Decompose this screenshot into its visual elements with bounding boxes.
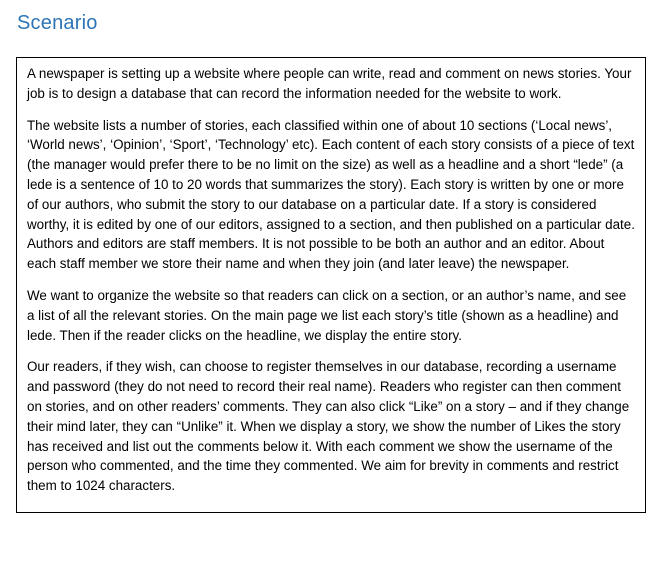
paragraph-intro: A newspaper is setting up a website where people can write, read and comment on news stories. Your job is to design a database that can record the information needed for the website to work. — [27, 66, 632, 101]
scenario-box — [16, 57, 646, 513]
paragraph-stories: The website lists a number of stories, each classified within one of about 10 sections (‘Local news’, ‘World news’, ‘Opinion’, ‘Sport’, ‘Technology’ etc). Each content of each story consists of a piece of text (the manager would prefer there to be no limit on the size) as well as a headline and a short “lede” (a lede is a sentence of 10 to 20 words that summarizes the story). Each story is written by one or more of our authors, who submit the story to our database on a particular date. If a story is considered worthy, it is edited by one of our editors, assigned to a section, and then published on a particular date. Authors and editors are staff members. It is not possible to be both an author and an editor. About each staff member we store their name and when they join (and later leave) the newspaper. — [27, 117, 635, 272]
paragraph-organization: We want to organize the website so that readers can click on a section, or an author’s name, and see a list of all the relevant stories. On the main page we list each story’s title (shown as a headline) and lede. Then if the reader clicks on the headline, we display the entire story. — [27, 287, 627, 343]
scenario-heading: Scenario — [17, 12, 98, 34]
paragraph-readers: Our readers, if they wish, can choose to register themselves in our database, recording a username and password (they do not need to record their real name). Readers who register can then comment on stories, and on other readers’ comments. They can also click “Like” on a story – and if they change their mind later, they can “Unlike” it. When we display a story, we show the number of Likes the story has received and list out the comments below it. With each comment we show the username of the person who commented, and the time they commented. We aim for brevity in comments and restrict them to 1024 characters. — [27, 359, 630, 494]
